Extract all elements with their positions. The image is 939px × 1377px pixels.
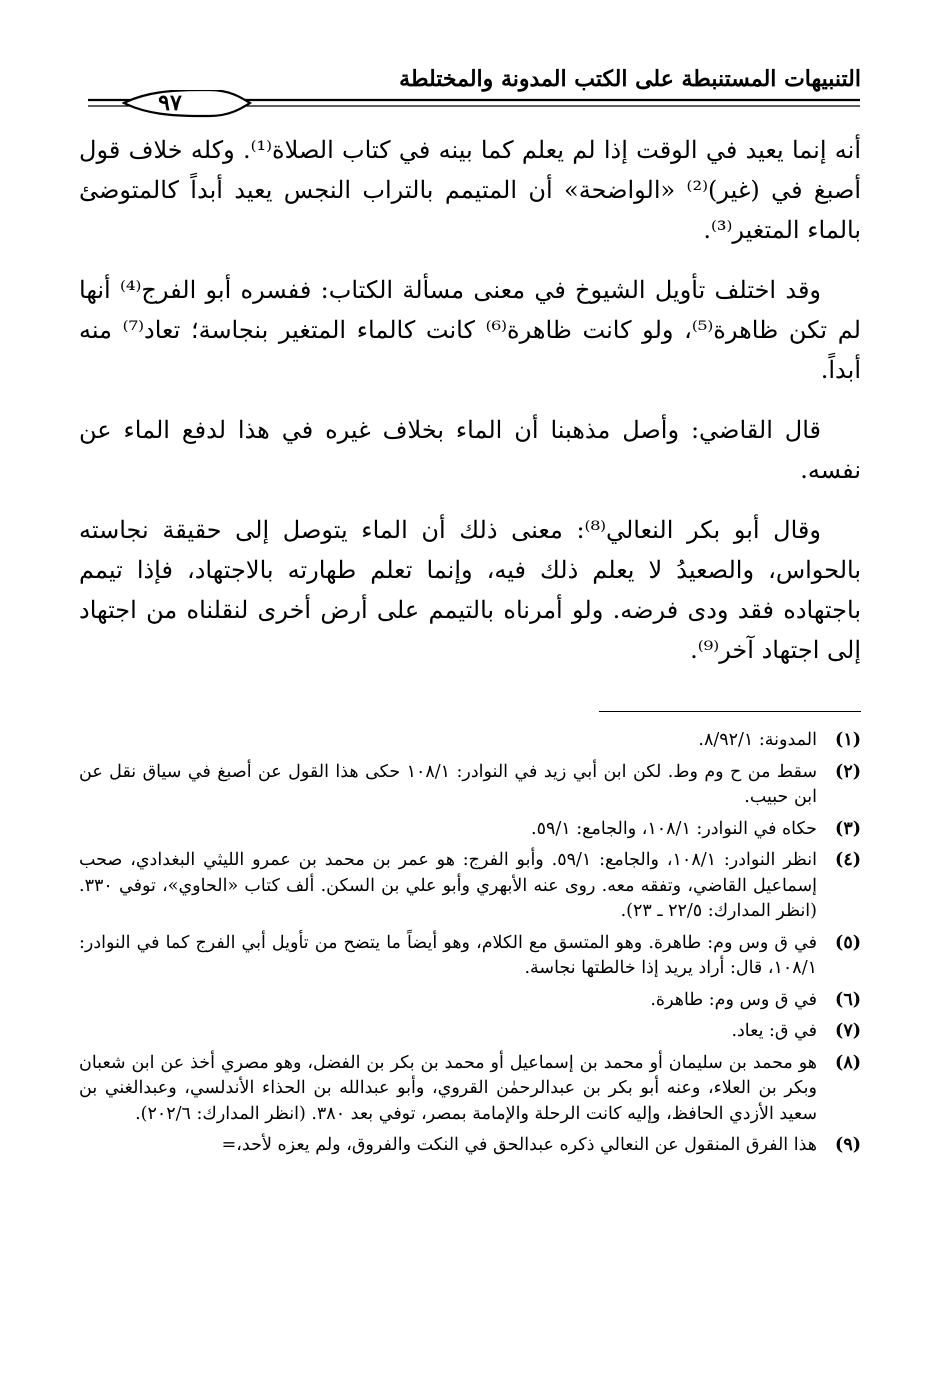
footnote-text: في ق: يعاد. — [731, 1021, 817, 1041]
main-text — [79, 130, 861, 690]
footnote-number: (٣) — [835, 818, 861, 839]
footnote — [79, 1019, 861, 1045]
paragraph: قال القاضي: وأصل مذهبنا أن الماء بخلاف غيره في هذا لدفع الماء عن نفسه. — [79, 416, 861, 484]
page-number: ٩٧ — [158, 90, 182, 116]
footnote — [79, 817, 861, 843]
footnote-text: سقط من ح وم وط. لكن ابن أبي زيد في النوادر: ١٠٨/١ حكى هذا القول عن أصبغ في سياق نقل عن ابن حبيب. — [79, 761, 817, 807]
footnote — [79, 1051, 861, 1128]
footnote-text: هذا الفرق المنقول عن النعالي ذكره عبدالحق في النكت والفروق، ولم يعزه لأحد،= — [221, 1135, 817, 1155]
footnote-number: (٦) — [835, 989, 861, 1010]
footnote — [79, 931, 861, 982]
running-header-title: التنبيهات المستنبطة على الكتب المدونة والمختلطة — [399, 66, 861, 92]
footnotes — [79, 728, 861, 1165]
paragraph: وقد اختلف تأويل الشيوخ في معنى مسألة الكتاب: ففسره أبو الفرج⁽⁴⁾ أنها لم تكن ظاهرة⁽⁵⁾، ولو كانت ظاهرة⁽⁶⁾ كانت كالماء المتغير بنجاسة؛ تعاد⁽⁷⁾ منه أبداً. — [79, 276, 861, 384]
footnote-number: (٨) — [835, 1052, 861, 1073]
footnote-text: في ق وس وم: طاهرة. — [650, 989, 817, 1010]
footnote-number: (٩) — [835, 1135, 861, 1155]
paragraph: وقال أبو بكر النعالي⁽⁸⁾: معنى ذلك أن الماء يتوصل إلى حقيقة نجاسته بالحواس، والصعيدُ لا يعلم ذلك فيه، وإنما تعلم طهارته بالاجتهاد، فإذا تيمم باجتهاده فقد ودى فرضه. ولو أمرناه بالتيمم على أرض أخرى لنقلناه من اجتهاد إلى اجتهاد آخر⁽⁹⁾. — [79, 516, 861, 664]
footnote — [79, 848, 861, 925]
footnote-number: (٤) — [835, 850, 861, 870]
footnote — [79, 728, 861, 754]
footnote — [79, 1133, 861, 1159]
footnote-separator — [599, 711, 861, 712]
footnote-text: انظر النوادر: ١٠٨/١، والجامع: ٥٩/١. وأبو الفرج: هو عمر بن محمد بن عمرو الليثي البغدادي، صحب إسماعيل القاضي، وتفقه معه. روى عنه الأبهري وأبو علي بن السكن. ألف كتاب «الحاوي»، توفي ٣٣٠. (انظر المدارك: ٢٢/٥ ـ ٢٣). — [79, 850, 817, 921]
footnote — [79, 760, 861, 811]
footnote-text: حكاه في النوادر: ١٠٨/١، والجامع: ٥٩/١. — [531, 818, 817, 839]
paragraph: أنه إنما يعيد في الوقت إذا لم يعلم كما بينه في كتاب الصلاة⁽¹⁾. وكله خلاف قول أصبغ في (غير)⁽²⁾ «الواضحة» أن المتيمم بالتراب النجس يعيد أبداً كالمتوضئ بالماء المتغير⁽³⁾. — [79, 136, 861, 244]
footnote-number: (٧) — [835, 1021, 861, 1041]
footnote-text: في ق وس وم: طاهرة. وهو المتسق مع الكلام، وهو أيضاً ما يتضح من تأويل أبي الفرج كما في النوادر: ١٠٨/١، قال: أراد يريد إذا خالطتها نجاسة. — [79, 932, 817, 978]
footnote-number: (٢) — [835, 761, 861, 782]
footnote-text: هو محمد بن سليمان أو محمد بن إسماعيل أو محمد بن بكر بن الفضل، وهو مصري أخذ عن ابن شعبان وبكر بن العلاء، وعنه أبو بكر بن عبدالرحمٰن القروي، وأبو عبدالله بن الحذاء الأندلسي، وعبدالغني بن سعيد الأزدي الحافظ، وإليه كانت الرحلة والإمامة بمصر، توفي بعد ٣٨٠. (انظر المدارك: ٢٠٢/٦). — [79, 1052, 817, 1124]
footnote-text: المدونة: ٨/٩٢/١. — [698, 730, 817, 750]
footnote — [79, 988, 861, 1014]
footnote-number: (١) — [835, 730, 861, 750]
footnote-number: (٥) — [835, 932, 861, 953]
